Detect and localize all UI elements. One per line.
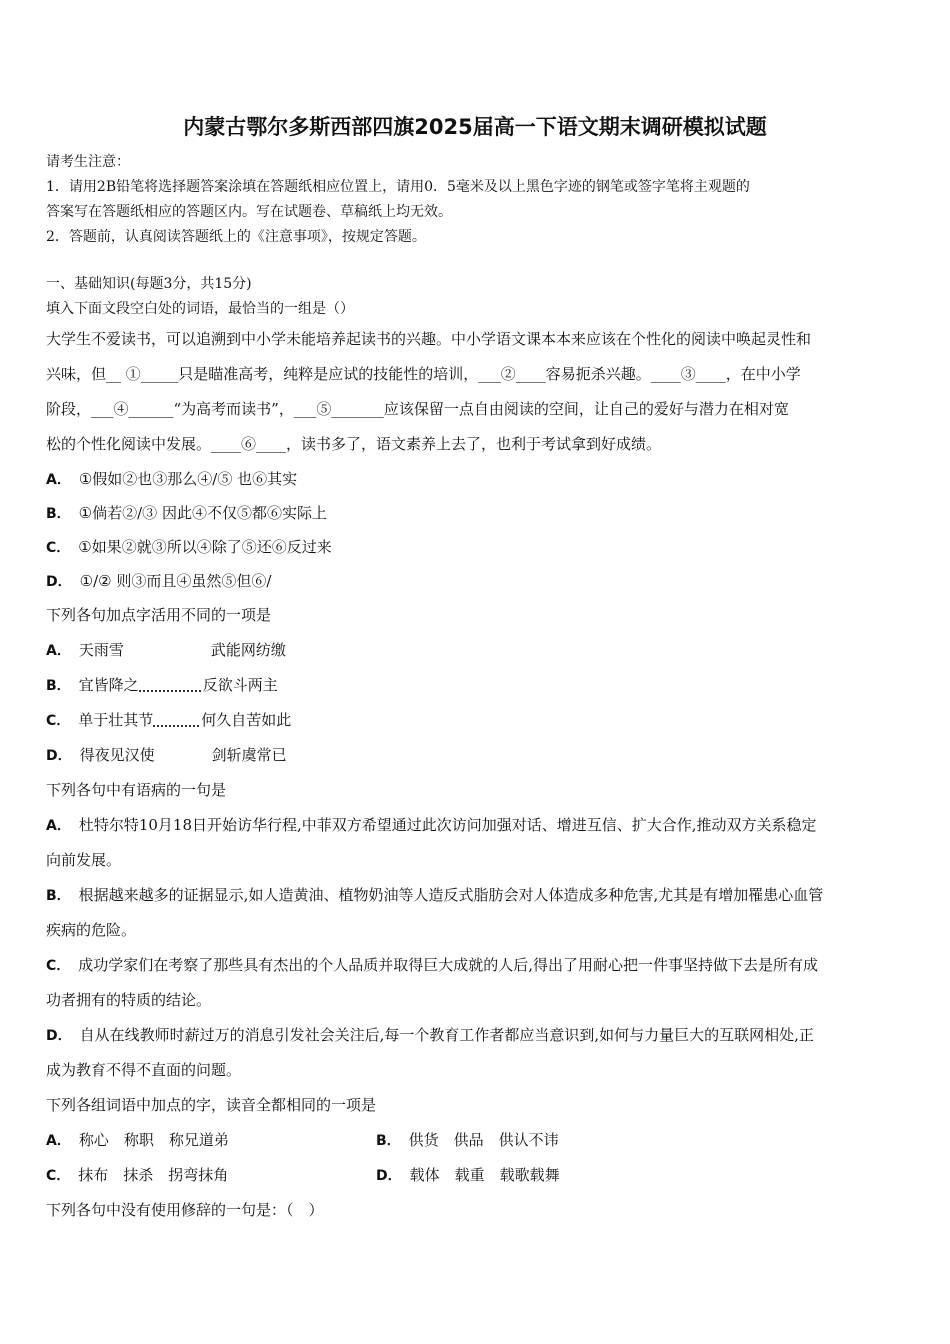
option-text: ①/② 则③而且④虽然⑤但⑥/	[79, 572, 272, 590]
option-c[interactable]	[46, 948, 906, 983]
notice-heading: 请考生注意：	[46, 154, 130, 170]
option-text: ①如果②就③所以④除了⑤还⑥反过来	[78, 538, 332, 556]
option-text: 自从在线教师时薪过万的消息引发社会关注后,每一个教育工作者都应当意识到,如何与力量巨大的互联网相处,正	[79, 1026, 814, 1044]
option-c-cont: 功者拥有的特质的结论。	[46, 991, 212, 1009]
option-text: 何久自苦如此	[201, 711, 292, 729]
option-label: B．	[46, 506, 71, 522]
option-a[interactable]	[46, 1123, 376, 1159]
option-text: 得夜见汉使	[79, 746, 155, 764]
option-text: 单于壮其节	[78, 711, 154, 729]
option-text: ①假如②也③那么④/⑤ 也⑥其实	[78, 470, 298, 488]
option-text: 武能网纺缴	[210, 641, 286, 659]
option-label: B．	[46, 678, 71, 694]
option-d[interactable]	[46, 564, 906, 598]
option-text: 成功学家们在考察了那些具有杰出的个人品质并取得巨大成就的人后,得出了用耐心把一件事坚持做下去是所有成	[78, 956, 819, 974]
option-a[interactable]	[46, 462, 906, 496]
option-c[interactable]	[46, 703, 906, 738]
option-label: D．	[46, 1028, 72, 1044]
option-label: A．	[46, 472, 71, 488]
option-label: D．	[376, 1168, 402, 1184]
option-b[interactable]	[46, 496, 906, 530]
option-text: 抹布 抹杀 拐弯抹角	[78, 1166, 229, 1184]
option-text: 反欲斗两主	[202, 676, 278, 694]
passage-line: 松的个性化阅读中发展。____⑥____，读书多了，语文素养上去了，也利于考试拿到好成绩。	[46, 435, 662, 453]
option-a[interactable]	[46, 808, 906, 843]
passage-line: 兴味，但__ ①_____只是瞄准高考，纯粹是应试的技能性的培训，___②____容易扼杀兴趣。____③____，在中小学	[46, 365, 801, 383]
option-a-cont: 向前发展。	[46, 851, 122, 869]
option-text: 剑斩虞常已	[211, 746, 287, 764]
option-label: C．	[46, 1168, 71, 1184]
notice-block	[46, 150, 906, 250]
option-text: 宜皆降之	[78, 676, 139, 694]
option-b[interactable]	[376, 1123, 559, 1159]
notice-line: 1．请用2B铅笔将选择题答案涂填在答题纸相应位置上，请用0．5毫米及以上黑色字迹的钢笔或签字笔将主观题的	[46, 179, 750, 195]
questions	[46, 272, 906, 1228]
option-c[interactable]	[46, 1158, 376, 1194]
option-label: A．	[46, 643, 71, 659]
option-d[interactable]	[46, 738, 906, 773]
question-stem: 下列各句加点字活用不同的一项是	[46, 606, 272, 624]
notice-line: 答案写在答题纸相应的答题区内。写在试题卷、草稿纸上均无效。	[46, 204, 452, 220]
option-label: C．	[46, 713, 71, 729]
option-label: B．	[46, 888, 71, 904]
option-d[interactable]	[46, 1018, 906, 1053]
emphasis-dots	[153, 709, 199, 727]
section-heading: 一、基础知识(每题3分，共15分)	[46, 276, 252, 292]
notice-line: 2．答题前，认真阅读答题纸上的《注意事项》，按规定答题。	[46, 229, 426, 245]
option-b[interactable]	[46, 878, 906, 913]
option-b[interactable]	[46, 668, 906, 703]
option-a[interactable]	[46, 633, 906, 668]
option-d[interactable]	[376, 1158, 560, 1194]
option-text: 供货 供品 供认不讳	[408, 1131, 559, 1149]
option-label: C．	[46, 958, 71, 974]
page-title: 内蒙古鄂尔多斯西部四旗2025届高一下语文期末调研模拟试题	[183, 115, 767, 139]
question-stem: 填入下面文段空白处的词语，最恰当的一组是（）	[46, 301, 354, 317]
option-b-cont: 疾病的危险。	[46, 921, 137, 939]
passage-line: 阶段，___④______“为高考而读书”，___⑤_______应该保留一点自由阅读的空间，让自己的爱好与潜力在相对宽	[46, 400, 789, 418]
option-text: 根据越来越多的证据显示,如人造黄油、植物奶油等人造反式脂肪会对人体造成多种危害,尤其是有增加罹患心血管	[78, 886, 824, 904]
option-label: B．	[376, 1133, 401, 1149]
option-label: A．	[46, 1133, 71, 1149]
option-label: D．	[46, 574, 72, 590]
option-text: ①倘若②/③ 因此④不仅⑤都⑥实际上	[78, 504, 327, 522]
option-label: A．	[46, 818, 71, 834]
option-c[interactable]	[46, 530, 906, 564]
option-text: 载体 载重 载歌载舞	[409, 1166, 560, 1184]
question-stem: 下列各组词语中加点的字，读音全都相同的一项是	[46, 1096, 377, 1114]
question-stem: 下列各句中没有使用修辞的一句是：（ ）	[46, 1201, 324, 1219]
option-label: D．	[46, 748, 72, 764]
emphasis-dots	[139, 674, 201, 692]
question-stem: 下列各句中有语病的一句是	[46, 781, 227, 799]
option-text: 天雨雪	[78, 641, 124, 659]
option-text: 杜特尔特10月18日开始访华行程,中菲双方希望通过此次访问加强对话、增进互信、扩大合作,推动双方关系稳定	[78, 816, 817, 834]
option-d-cont: 成为教育不得不直面的问题。	[46, 1061, 242, 1079]
option-text: 称心 称职 称兄道弟	[78, 1131, 229, 1149]
option-row	[46, 1123, 906, 1158]
option-row	[46, 1158, 906, 1193]
passage-line: 大学生不爱读书，可以追溯到中小学未能培养起读书的兴趣。中小学语文课本本来应该在个性化的阅读中唤起灵性和	[46, 330, 812, 348]
option-label: C．	[46, 540, 71, 556]
